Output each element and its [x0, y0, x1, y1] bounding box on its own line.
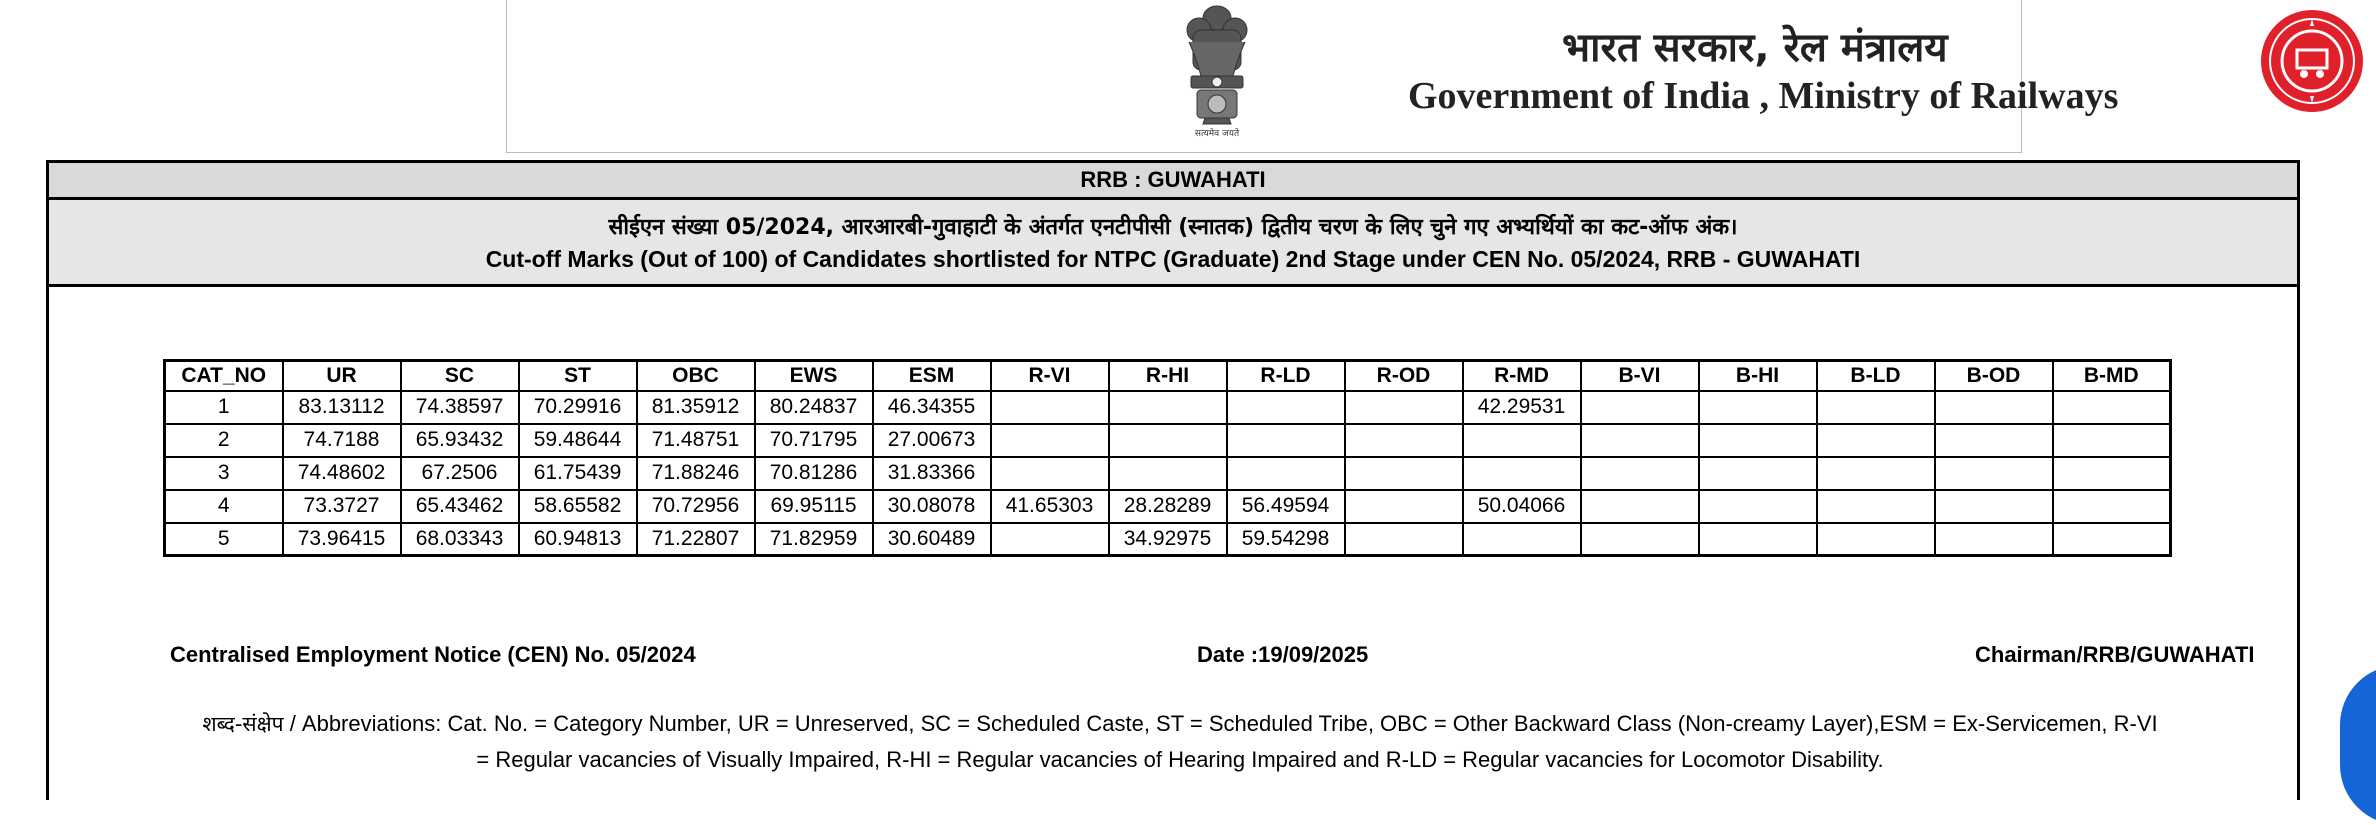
table-cell: 50.04066: [1463, 490, 1581, 523]
table-cell: 34.92975: [1109, 523, 1227, 556]
column-header: EWS: [755, 361, 873, 391]
table-cell: 71.82959: [755, 523, 873, 556]
table-cell: 83.13112: [283, 391, 401, 424]
table-cell: 70.71795: [755, 424, 873, 457]
column-header: SC: [401, 361, 519, 391]
table-cell: 81.35912: [637, 391, 755, 424]
table-cell: 3: [165, 457, 283, 490]
abbreviations-label-hindi: शब्द-संक्षेप: [202, 712, 284, 736]
table-cell: 1: [165, 391, 283, 424]
column-header: B-MD: [2053, 361, 2171, 391]
table-cell: 71.48751: [637, 424, 755, 457]
table-row: [165, 391, 2171, 424]
table-cell: [1817, 490, 1935, 523]
ministry-title-english: Government of India , Ministry of Railways: [1408, 75, 2119, 117]
title-hindi: सीईएन संख्या 05/2024, आरआरबी-गुवाहाटी के अंतर्गत एनटीपीसी (स्नातक) द्वितीय चरण के लिए चुने गए अभ्यर्थियों का कट-ऑफ अंक।: [608, 215, 1738, 240]
notice-date: Date :19/09/2025: [1197, 642, 1369, 667]
table-cell: [1109, 457, 1227, 490]
ashoka-emblem-icon: [1177, 0, 1257, 140]
column-header: R-MD: [1463, 361, 1581, 391]
table-cell: [1345, 391, 1463, 424]
abbreviations-note: [200, 706, 2160, 777]
table-cell: 42.29531: [1463, 391, 1581, 424]
floating-side-widget[interactable]: [2340, 665, 2376, 825]
table-row: [165, 424, 2171, 457]
table-cell: [1581, 523, 1699, 556]
document-title: [49, 200, 2297, 287]
table-cell: 70.72956: [637, 490, 755, 523]
table-cell: [1345, 457, 1463, 490]
table-cell: 74.7188: [283, 424, 401, 457]
abbreviations-text: / Abbreviations: Cat. No. = Category Number, UR = Unreserved, SC = Scheduled Caste, ST = Scheduled Tribe, OBC = Other Backward Class (Non-creamy Layer),ESM = Ex-Servicemen, R-VI = Regular vacancies of Visually Impaired, R-HI = Regular vacancies of Hearing Impaired and R-LD = Regular vacancies for Locomotor Disability.: [283, 711, 2158, 772]
table-cell: [2053, 490, 2171, 523]
title-english: Cut-off Marks (Out of 100) of Candidates shortlisted for NTPC (Graduate) 2nd Stage under CEN No. 05/2024, RRB - GUWAHATI: [485, 246, 1861, 272]
table-cell: [1935, 391, 2053, 424]
column-header: B-VI: [1581, 361, 1699, 391]
svg-text:सत्यमेव जयते: सत्यमेव जयते: [1194, 129, 1240, 139]
cen-notice: Centralised Employment Notice (CEN) No. 05/2024: [170, 642, 696, 667]
table-cell: 70.29916: [519, 391, 637, 424]
table-cell: [1699, 523, 1817, 556]
table-cell: [991, 424, 1109, 457]
table-cell: [2053, 523, 2171, 556]
column-header: B-HI: [1699, 361, 1817, 391]
column-header: R-LD: [1227, 361, 1345, 391]
rrb-label: RRB : GUWAHATI: [49, 163, 2297, 200]
table-cell: 59.54298: [1227, 523, 1345, 556]
table-cell: 56.49594: [1227, 490, 1345, 523]
table-cell: 71.22807: [637, 523, 755, 556]
table-cell: 80.24837: [755, 391, 873, 424]
table-cell: 73.3727: [283, 490, 401, 523]
column-header: ST: [519, 361, 637, 391]
table-cell: [1227, 391, 1345, 424]
table-cell: 70.81286: [755, 457, 873, 490]
table-cell: 61.75439: [519, 457, 637, 490]
column-header: UR: [283, 361, 401, 391]
table-cell: [1345, 523, 1463, 556]
table-cell: [1581, 490, 1699, 523]
table-cell: [1463, 457, 1581, 490]
table-cell: [1345, 424, 1463, 457]
table-cell: [1699, 424, 1817, 457]
table-cell: 59.48644: [519, 424, 637, 457]
table-cell: [2053, 457, 2171, 490]
table-cell: [1935, 523, 2053, 556]
table-cell: [1345, 490, 1463, 523]
column-header: B-OD: [1935, 361, 2053, 391]
table-cell: 74.48602: [283, 457, 401, 490]
table-cell: 67.2506: [401, 457, 519, 490]
table-cell: 65.43462: [401, 490, 519, 523]
column-header: CAT_NO: [165, 361, 283, 391]
column-header: R-HI: [1109, 361, 1227, 391]
table-cell: 71.88246: [637, 457, 755, 490]
table-cell: [1463, 424, 1581, 457]
table-row: [165, 457, 2171, 490]
table-cell: [1699, 490, 1817, 523]
table-cell: 60.94813: [519, 523, 637, 556]
table-cell: 68.03343: [401, 523, 519, 556]
column-header: ESM: [873, 361, 991, 391]
table-cell: 2: [165, 424, 283, 457]
table-cell: 27.00673: [873, 424, 991, 457]
table-cell: [991, 391, 1109, 424]
table-cell: [1817, 424, 1935, 457]
table-row: [165, 523, 2171, 556]
table-cell: [991, 523, 1109, 556]
table-cell: 5: [165, 523, 283, 556]
table-cell: 30.60489: [873, 523, 991, 556]
ministry-title-hindi: भारत सरकार, रेल मंत्रालय: [1562, 25, 1948, 71]
table-cell: 41.65303: [991, 490, 1109, 523]
table-cell: [1463, 523, 1581, 556]
table-cell: 58.65582: [519, 490, 637, 523]
table-cell: 46.34355: [873, 391, 991, 424]
table-cell: [1935, 490, 2053, 523]
table-cell: [1817, 523, 1935, 556]
column-header: OBC: [637, 361, 755, 391]
table-cell: [1817, 391, 1935, 424]
column-header: R-VI: [991, 361, 1109, 391]
table-cell: 73.96415: [283, 523, 401, 556]
indian-railways-logo-icon: [2259, 8, 2365, 114]
table-cell: [1699, 391, 1817, 424]
table-cell: [1227, 457, 1345, 490]
table-cell: [1817, 457, 1935, 490]
table-cell: [1581, 424, 1699, 457]
table-cell: 69.95115: [755, 490, 873, 523]
table-header-row: [165, 361, 2171, 391]
table-cell: [1935, 457, 2053, 490]
column-header: B-LD: [1817, 361, 1935, 391]
table-cell: [1581, 391, 1699, 424]
table-row: [165, 490, 2171, 523]
table-cell: [1699, 457, 1817, 490]
table-cell: [1935, 424, 2053, 457]
header-banner: [506, 0, 2119, 153]
table-cell: [2053, 391, 2171, 424]
table-cell: [991, 457, 1109, 490]
table-cell: 30.08078: [873, 490, 991, 523]
cutoff-marks-table: [163, 359, 2172, 557]
table-cell: 65.93432: [401, 424, 519, 457]
table-cell: [1109, 391, 1227, 424]
table-cell: [1581, 457, 1699, 490]
table-cell: 28.28289: [1109, 490, 1227, 523]
column-header: R-OD: [1345, 361, 1463, 391]
table-cell: 74.38597: [401, 391, 519, 424]
table-cell: [2053, 424, 2171, 457]
table-cell: 4: [165, 490, 283, 523]
table-cell: [1109, 424, 1227, 457]
signatory: Chairman/RRB/GUWAHATI: [1975, 642, 2255, 667]
table-cell: [1227, 424, 1345, 457]
table-body: [165, 391, 2171, 556]
table-cell: 31.83366: [873, 457, 991, 490]
